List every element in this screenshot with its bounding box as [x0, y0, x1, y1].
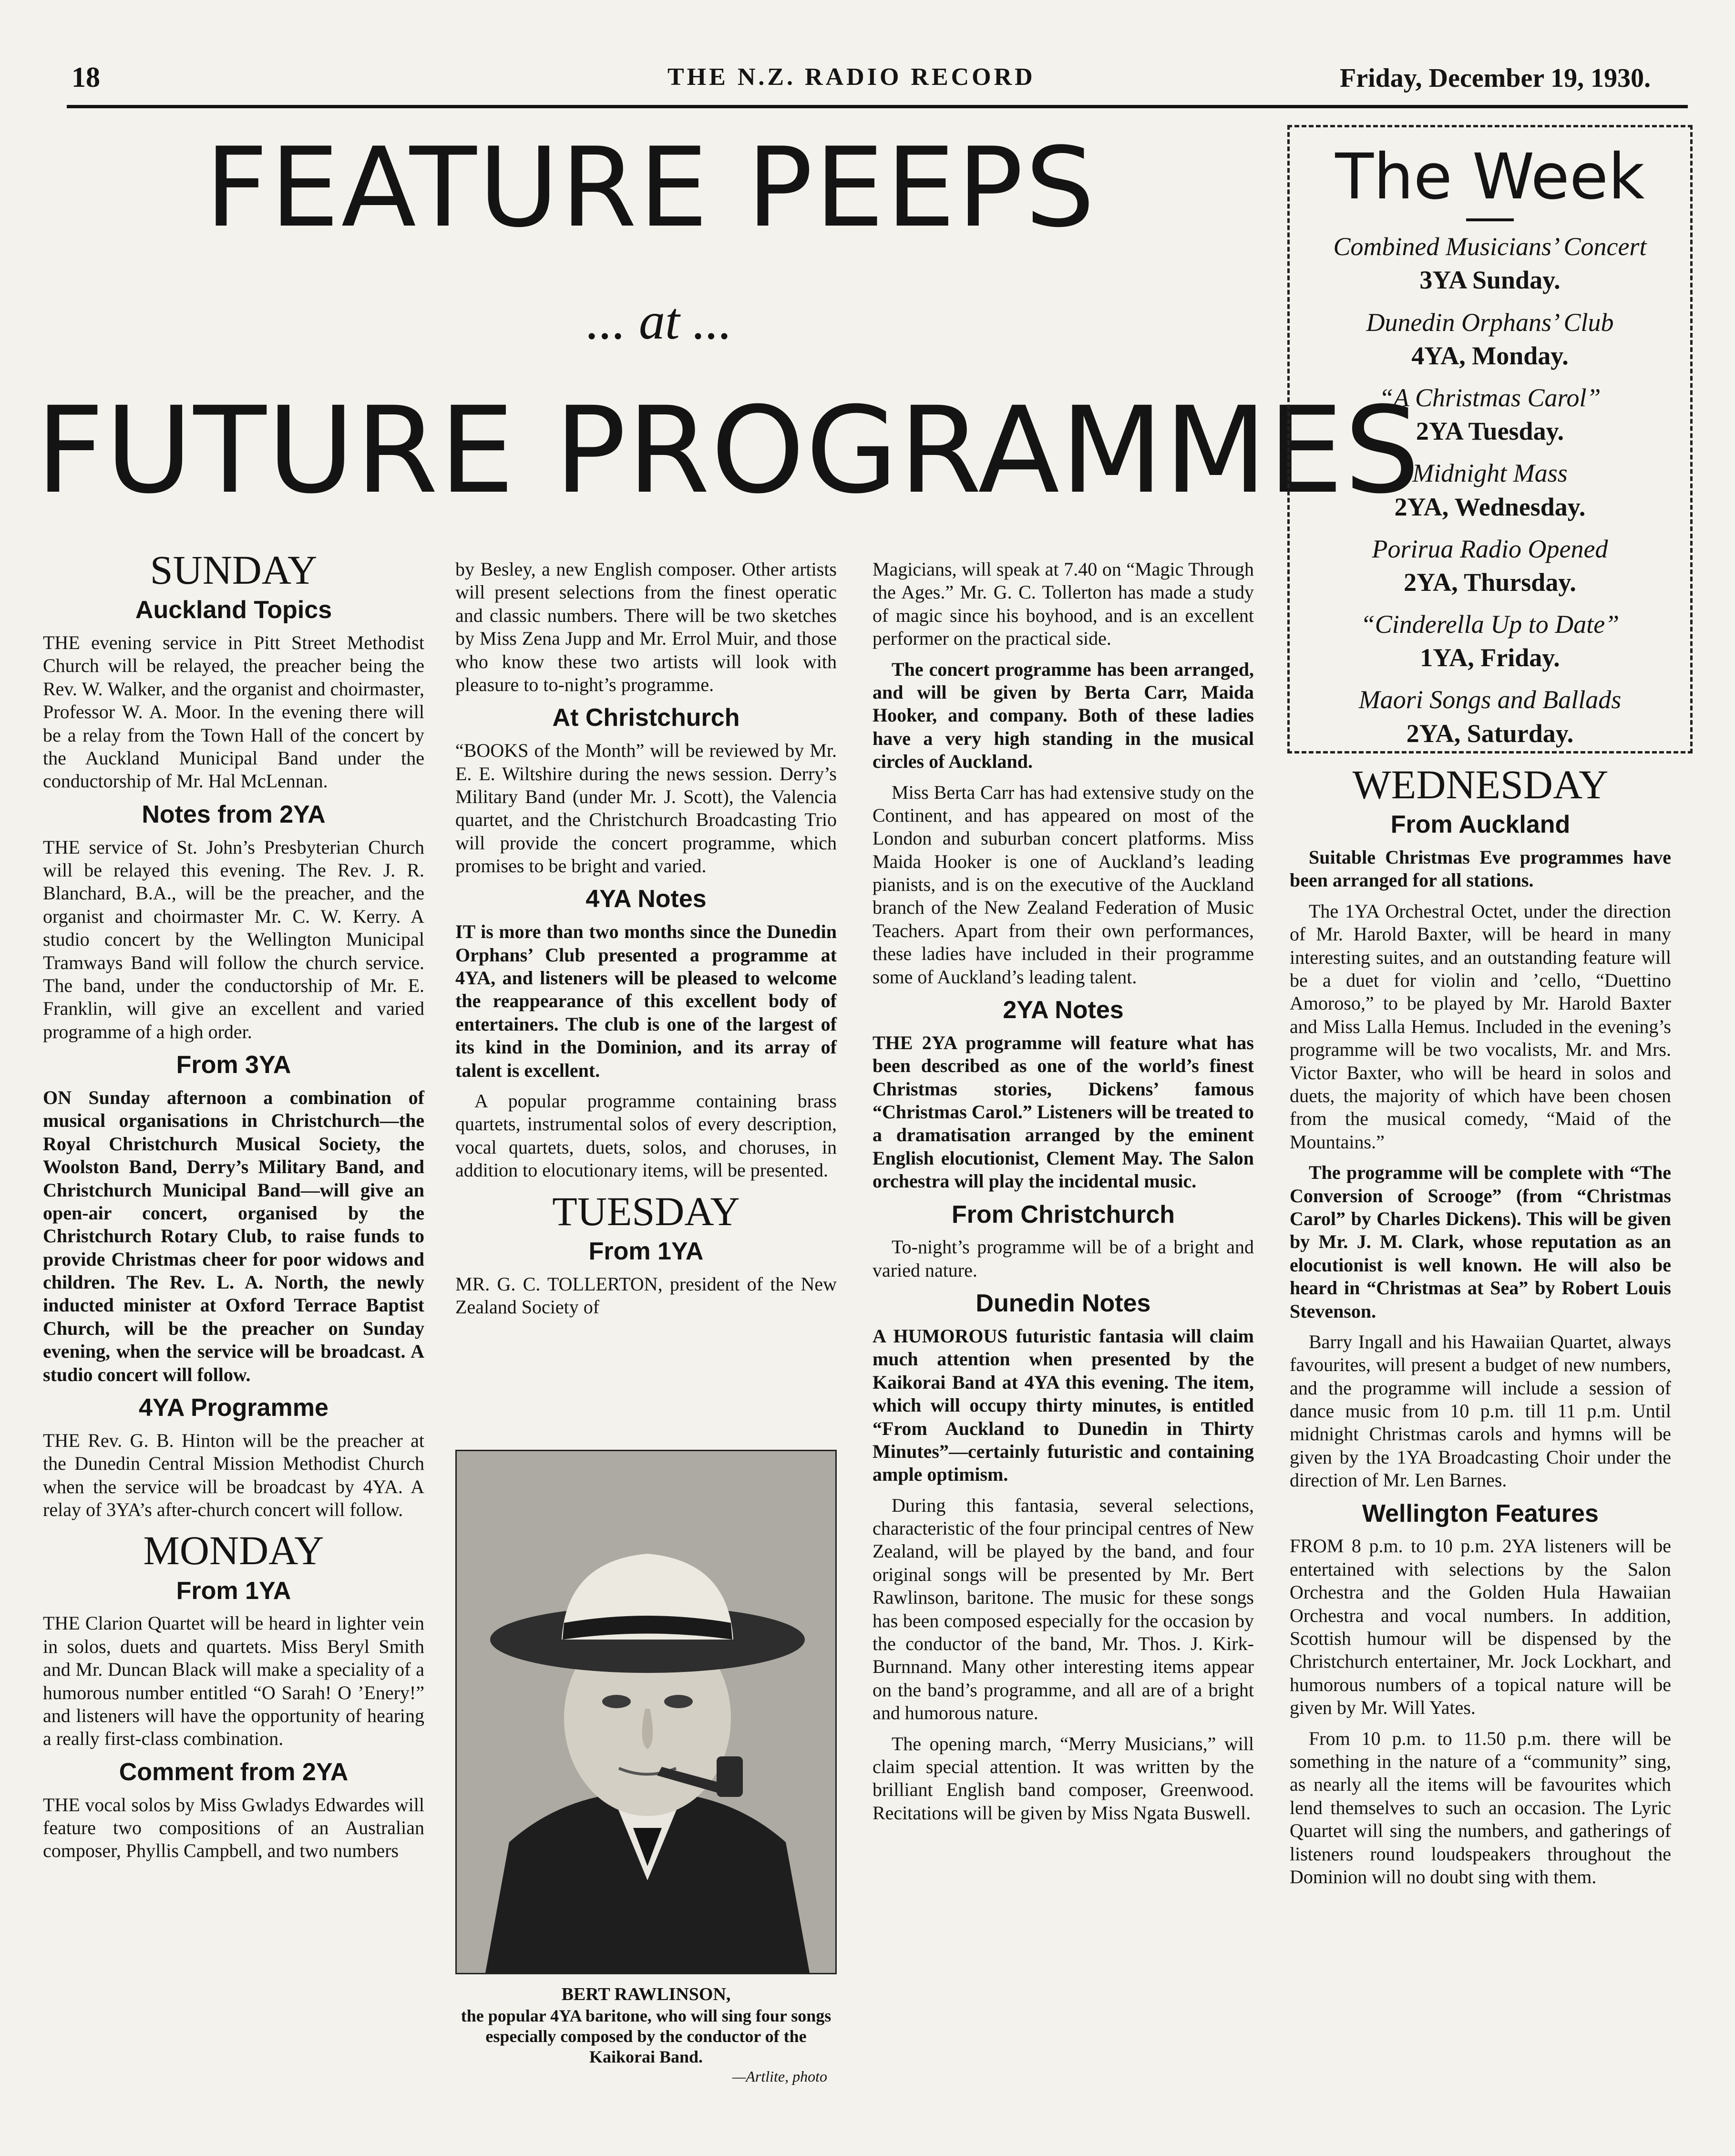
week-item — [1290, 683, 1690, 750]
subhead-comment-from-2ya: Comment from 2YA — [119, 1758, 349, 1786]
week-item-when: 2YA, Saturday. — [1406, 719, 1574, 748]
day-heading-tuesday: TUESDAY — [552, 1188, 740, 1234]
column-2 — [455, 558, 837, 1326]
paragraph-orphans-club: IT is more than two months since the Dunedin Orphans’ Club presented a programme at 4YA, and listeners will be pleased to welcome the reappearance of this excellent body of entertainers. The club is one of the largest of its kind in the Dominion, and its array of talent is excellent. — [455, 921, 837, 1081]
subhead-at-christchurch: At Christchurch — [552, 704, 740, 732]
week-item — [1290, 532, 1690, 599]
paragraph-comment-2ya: THE vocal solos by Miss Gwladys Edwardes will feature two compositions of an Australian composer, Phyllis Campbell, and two numbers — [43, 1794, 424, 1862]
paragraph-4ya-programme: THE Rev. G. B. Hinton will be the preacher at the Dunedin Central Mission Methodist Church when the service will be broadcast by 4YA. A relay of 3YA’s after-church concert will follow. — [43, 1429, 424, 1520]
week-item-name: Midnight Mass — [1412, 459, 1568, 488]
header-rule — [67, 105, 1688, 108]
week-item-when: 3YA Sunday. — [1419, 266, 1560, 295]
subhead-from-3ya: From 3YA — [176, 1051, 291, 1079]
week-item-when: 2YA, Thursday. — [1404, 567, 1576, 597]
caption-credit: —Artlite, photo — [732, 2068, 827, 2085]
week-item-name: Dunedin Orphans’ Club — [1366, 308, 1614, 337]
paragraph-opening-march: The opening march, “Merry Musicians,” will claim special attention. It was written by the brilliant English band composer, Greenwood. Recitations will be given by Miss Ngata Buswell. — [873, 1733, 1254, 1824]
day-heading-sunday: SUNDAY — [150, 547, 318, 593]
week-item-name: “Cinderella Up to Date” — [1360, 610, 1620, 639]
page-number: 18 — [72, 62, 100, 93]
subhead-monday-from-1ya: From 1YA — [176, 1577, 291, 1605]
week-item — [1290, 456, 1690, 523]
paragraph-clarion-quartet: THE Clarion Quartet will be heard in lighter vein in solos, duets and quartets. Miss Beryl Smith and Mr. Duncan Black will make a speciality of a humorous number entitled “O Sarah! O ’Enery!” and listeners will have the opportunity of hearing a really first-class combination. — [43, 1612, 424, 1750]
caption-text: the popular 4YA baritone, who will sing four songs especially composed by the conductor of the Kaikorai Band. — [461, 2006, 832, 2066]
week-item — [1290, 230, 1690, 297]
paragraph-christchurch: To-night’s programme will be of a bright and varied nature. — [873, 1236, 1254, 1281]
paragraph-scrooge: The programme will be complete with “The Conversion of Scrooge” (from “Christmas Carol” by Charles Dickens). This will be given by Mr. J. M. Clark, whose reputation as an elocutionist is well known. He will also be heard in “Christmas at Sea” by Robert Louis Stevenson. — [1290, 1162, 1671, 1322]
paragraph-popular-programme: A popular programme containing brass quartets, instrumental solos of every description, vocal quartets, duets, solos, and choruses, in addition to elocutionary items, will be presented. — [455, 1090, 837, 1181]
subhead-4ya-programme: 4YA Programme — [139, 1394, 329, 1422]
paragraph-orchestral-octet: The 1YA Orchestral Octet, under the direction of Mr. Harold Baxter, will be heard in many interesting suites, and an outstanding feature will be a duet for violin and ’cello, “Duettino Amoroso,” to be played by Mr. Harold Baxter and Miss Lalla Hemus. Included in the evening’s programme will be two vocalists, Mr. and Mrs. Victor Baxter, who will be heard in solos and duets, the majority of which have been chosen from the musical comedy, “Maid of the Mountains.” — [1290, 900, 1671, 1153]
paragraph-magicians: Magicians, will speak at 7.40 on “Magic Through the Ages.” Mr. G. C. Tollerton has made a study of magic since his boyhood, and is an excellent performer on the practical side. — [873, 558, 1254, 650]
subhead-4ya-notes: 4YA Notes — [585, 885, 707, 913]
subhead-tuesday-from-1ya: From 1YA — [588, 1237, 704, 1265]
paragraph-notes-2ya: THE service of St. John’s Presbyterian Church will be relayed this evening. The Rev. J. R. Blanchard, B.A., will be the preacher, and the organist and choirmaster Mr. C. W. Kerry. A studio concert by the Wellington Municipal Tramways Band will follow the church service. The band, under the conductorship of Mr. E. Franklin, will give an excellent and varied programme of a high order. — [43, 836, 424, 1042]
photo-bert-rawlinson — [455, 1450, 837, 1974]
the-week-rule — [1466, 218, 1514, 221]
week-item — [1290, 608, 1690, 674]
paragraph-concert-programme: The concert programme has been arranged, and will be given by Berta Carr, Maida Hooker, and company. Both of these ladies have a very high standing in the musical circles of Auckland. — [873, 658, 1254, 773]
week-item-name: “A Christmas Carol” — [1379, 383, 1601, 412]
paragraph-books-of-month: “BOOKS of the Month” will be reviewed by Mr. E. E. Wiltshire during the news session. Derry’s Military Band (under Mr. J. Scott), the Valencia quartet, and the Christchurch Broadcasting Trio will provide the concert programme, which promises to be bright and varied. — [455, 740, 837, 877]
week-item-name: Combined Musicians’ Concert — [1333, 232, 1647, 261]
subhead-auckland-topics: Auckland Topics — [135, 596, 332, 624]
caption-name: BERT RAWLINSON, — [561, 1984, 731, 2004]
day-heading-wednesday: WEDNESDAY — [1352, 762, 1609, 807]
week-item-name: Porirua Radio Opened — [1372, 534, 1608, 563]
publication-title: THE N.Z. RADIO RECORD — [667, 63, 1036, 91]
issue-date: Friday, December 19, 1930. — [1340, 63, 1651, 93]
the-week-title: The Week — [1335, 140, 1645, 214]
paragraph-auckland-topics: THE evening service in Pitt Street Methodist Church will be relayed, the preacher being the Rev. W. Walker, and the organist and choirmaster, Professor W. A. Moor. In the evening there will be a relay from the Town Hall of the concert by the Auckland Municipal Band under the conductorship of Mr. Hal McLennan. — [43, 632, 424, 792]
paragraph-from-3ya: ON Sunday afternoon a combination of musical organisations in Christchurch—the Royal Christchurch Musical Society, the Woolston Band, Derry’s Military Band, and Christchurch Municipal Band—will give an open-air concert, organised by the Christchurch Rotary Club, to raise funds to provide Christmas cheer for poor widows and children. The Rev. L. A. North, the newly inducted minister at Oxford Terrace Baptist Church, will be the preacher on Sunday evening, when the service will be broadcast. A studio concert will follow. — [43, 1086, 424, 1385]
paragraph-futuristic-fantasia: A HUMOROUS futuristic fantasia will claim much attention when presented by the Kaikorai Band at 4YA this evening. The item, which will occupy thirty minutes, is entitled “From Auckland to Dunedin in Thirty Minutes”—certainly futuristic and containing ample optimism. — [873, 1325, 1254, 1485]
week-item — [1290, 381, 1690, 448]
paragraph-fantasia-selections: During this fantasia, several selections, characteristic of the four principal centres of New Zealand, will be played by the band, and four original songs will be presented by Mr. Bert Rawlinson, baritone. The music for these songs has been composed especially for the occasion by the conductor of the band, Mr. Thos. J. Kirk-Burnnand. Many other interesting items appear on the band’s programme, and all are of a bright and humorous nature. — [873, 1494, 1254, 1724]
week-item-when: 1YA, Friday. — [1420, 643, 1560, 672]
subhead-from-auckland: From Auckland — [1390, 811, 1571, 839]
portrait-illustration — [457, 1451, 835, 1973]
paragraph-salon-orchestra: FROM 8 p.m. to 10 p.m. 2YA listeners will be entertained with selections by the Salon Orchestra and the Golden Hula Hawaiian Orchestra and vocal numbers. In addition, Scottish humour will be dispensed by the Christchurch entertainer, Mr. Jock Lockhart, and humorous numbers of a topical nature will be given by Mr. Will Yates. — [1290, 1535, 1671, 1719]
paragraph-comment-continued: by Besley, a new English composer. Other artists will present selections from the finest operatic and classic numbers. There will be two sketches by Miss Zena Jupp and Mr. Errol Muir, and those who know these two artists will look with pleasure to to-night’s programme. — [455, 558, 837, 695]
day-heading-monday: MONDAY — [143, 1527, 324, 1574]
paragraph-berta-carr: Miss Berta Carr has had extensive study on the Continent, and has appeared on most of the London and suburban concert platforms. Miss Maida Hooker is one of Auckland’s leading pianists, and is on the executive of the Auckland branch of the New Zealand Federation of Music Teachers. Apart from their own performances, these ladies have included in their programme some of Auckland’s leading talent. — [873, 781, 1254, 988]
paragraph-christmas-carol: THE 2YA programme will feature what has been described as one of the world’s finest Christmas stories, Dickens’ famous “Christmas Carol.” Listeners will be treated to a dramatisation arranged by the eminent English elocutionist, Clement May. The Salon orchestra will play the incidental music. — [873, 1032, 1254, 1192]
subhead-notes-from-2ya: Notes from 2YA — [142, 800, 326, 828]
subhead-2ya-notes: 2YA Notes — [1003, 996, 1124, 1024]
subhead-dunedin-notes: Dunedin Notes — [975, 1289, 1151, 1318]
week-item-when: 2YA Tuesday. — [1416, 417, 1564, 446]
the-week-box — [1287, 125, 1693, 753]
week-item-when: 2YA, Wednesday. — [1394, 492, 1586, 521]
week-item-name: Maori Songs and Ballads — [1358, 685, 1622, 714]
headline-at: ... at ... — [586, 292, 732, 350]
paragraph-tollerton: MR. G. C. TOLLERTON, president of the New Zealand Society of — [455, 1273, 837, 1318]
photo-caption — [455, 1984, 837, 2086]
subhead-from-christchurch: From Christchurch — [951, 1200, 1175, 1228]
week-item-when: 4YA, Monday. — [1411, 341, 1569, 370]
column-4 — [1290, 763, 1671, 1896]
paragraph-christmas-eve: Suitable Christmas Eve programmes have been arranged for all stations. — [1290, 846, 1671, 891]
subhead-wellington-features: Wellington Features — [1362, 1499, 1599, 1527]
headline-feature-peeps: FEATURE PEEPS — [205, 124, 1097, 252]
column-3 — [873, 558, 1254, 1832]
paragraph-barry-ingall: Barry Ingall and his Hawaiian Quartet, always favourites, will present a budget of new numbers, and the programme will include a session of dance music from 10 p.m. till 11 p.m. Until midnight Christmas carols and hymns will be given by the 1YA Broadcasting Choir under the direction of Mr. Len Barnes. — [1290, 1331, 1671, 1491]
week-item — [1290, 306, 1690, 372]
headline-future-programmes: FUTURE PROGRAMMES — [36, 381, 1421, 520]
column-1 — [43, 548, 424, 1870]
paragraph-community-sing: From 10 p.m. to 11.50 p.m. there will be something in the nature of a “community” sing, as nearly all the items will be favourites which lend themselves to such an occasion. The Lyric Quartet will sing the numbers, and gatherings of listeners round loudspeakers throughout the Dominion will no doubt sing with them. — [1290, 1727, 1671, 1888]
